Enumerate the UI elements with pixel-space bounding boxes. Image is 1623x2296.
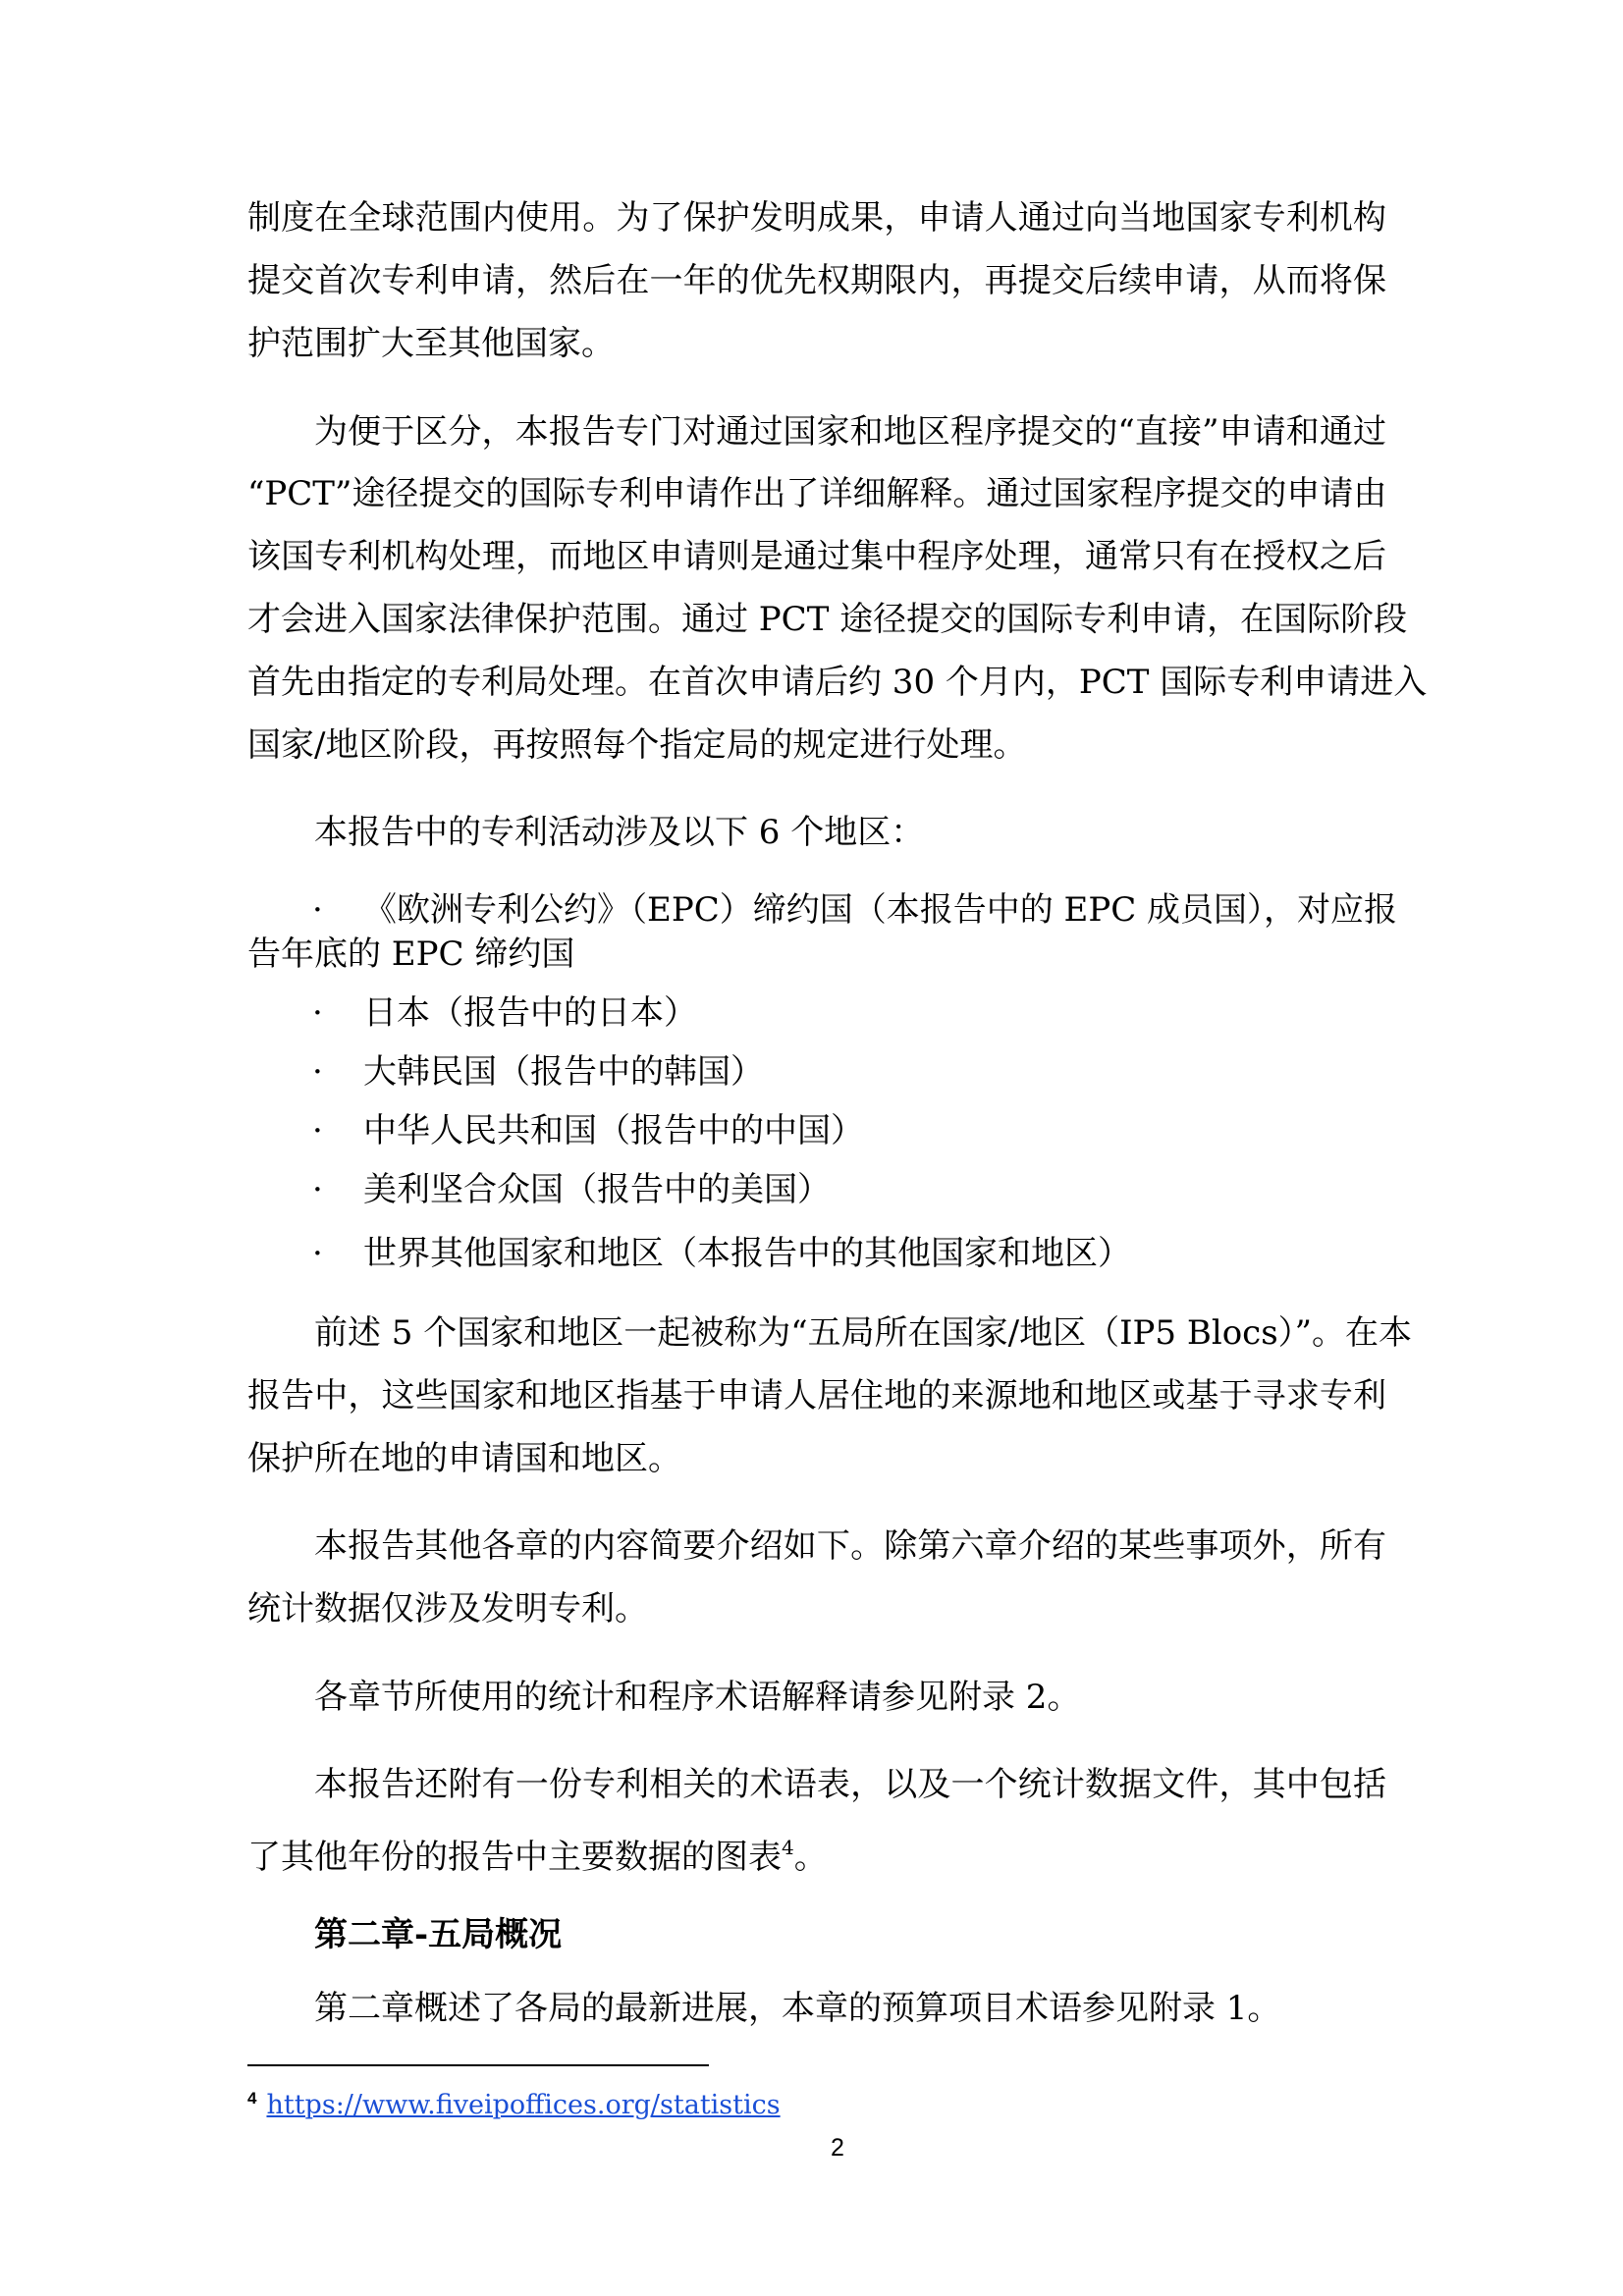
bullet-marker: · [312,1111,323,1150]
bullet-item-continuation: 告年底的 EPC 缔约国 [247,934,575,974]
footnote-number: 4 [247,2089,257,2108]
bullet-marker: · [312,1170,323,1209]
paragraph-line: 各章节所使用的统计和程序术语解释请参见附录 2。 [314,1678,1081,1717]
paragraph-line: 该国专利机构处理，而地区申请则是通过集中程序处理，通常只有在授权之后 [247,537,1386,576]
bullet-marker: · [312,1234,323,1273]
bullet-item: 大韩民国（报告中的韩国） [363,1052,764,1092]
paragraph-line: 首先由指定的专利局处理。在首次申请后约 30 个月内，PCT 国际专利申请进入 [247,663,1428,702]
footnote-link[interactable]: https://www.fiveipoffices.org/statistics [266,2090,781,2120]
paragraph-line: 制度在全球范围内使用。为了保护发明成果，申请人通过向当地国家专利机构 [247,198,1386,238]
paragraph-line: “PCT”途径提交的国际专利申请作出了详细解释。通过国家程序提交的申请由 [247,474,1387,513]
paragraph-line: 国家/地区阶段，再按照每个指定局的规定进行处理。 [247,725,1027,765]
bullet-marker: · [312,890,323,930]
bullet-marker: · [312,993,323,1033]
page-number: 2 [831,2134,844,2162]
section-heading: 第二章-五局概况 [314,1915,563,1954]
bullet-item: 世界其他国家和地区（本报告中的其他国家和地区） [363,1234,1131,1273]
paragraph-line: 统计数据仅涉及发明专利。 [247,1589,648,1629]
bullet-item: 中华人民共和国（报告中的中国） [363,1111,864,1150]
paragraph-line: 前述 5 个国家和地区一起被称为“五局所在国家/地区（IP5 Blocs）”。在本 [314,1313,1413,1353]
paragraph-line: 才会进入国家法律保护范围。通过 PCT 途径提交的国际专利申请，在国际阶段 [247,600,1408,639]
paragraph-text: 了其他年份的报告中主要数据的图表 [247,1838,782,1877]
paragraph-line [247,1823,1386,1882]
paragraph-line: 提交首次专利申请，然后在一年的优先权期限内，再提交后续申请，从而将保 [247,261,1386,300]
footnote [247,2079,781,2125]
paragraph-line: 为便于区分，本报告专门对通过国家和地区程序提交的“直接”申请和通过 [314,412,1386,452]
paragraph-line: 本报告还附有一份专利相关的术语表，以及一个统计数据文件，其中包括 [314,1765,1386,1804]
paragraph-text: 。 [793,1838,828,1877]
bullet-marker: · [312,1052,323,1092]
paragraph-line: 报告中，这些国家和地区指基于申请人居住地的来源地和地区或基于寻求专利 [247,1376,1386,1415]
paragraph-line: 本报告中的专利活动涉及以下 6 个地区： [314,813,925,852]
paragraph-line: 保护所在地的申请国和地区。 [247,1439,681,1478]
bullet-item: 美利坚合众国（报告中的美国） [363,1170,831,1209]
paragraph-line: 本报告其他各章的内容简要介绍如下。除第六章介绍的某些事项外，所有 [314,1526,1386,1566]
paragraph-line: 第二章概述了各局的最新进展，本章的预算项目术语参见附录 1。 [314,1989,1281,2028]
bullet-item: 《欧洲专利公约》（EPC）缔约国（本报告中的 EPC 成员国），对应报 [363,890,1398,930]
bullet-item: 日本（报告中的日本） [363,993,697,1033]
footnote-separator [247,2064,709,2066]
paragraph-line: 护范围扩大至其他国家。 [247,324,615,363]
footnote-reference[interactable]: 4 [782,1836,794,1859]
